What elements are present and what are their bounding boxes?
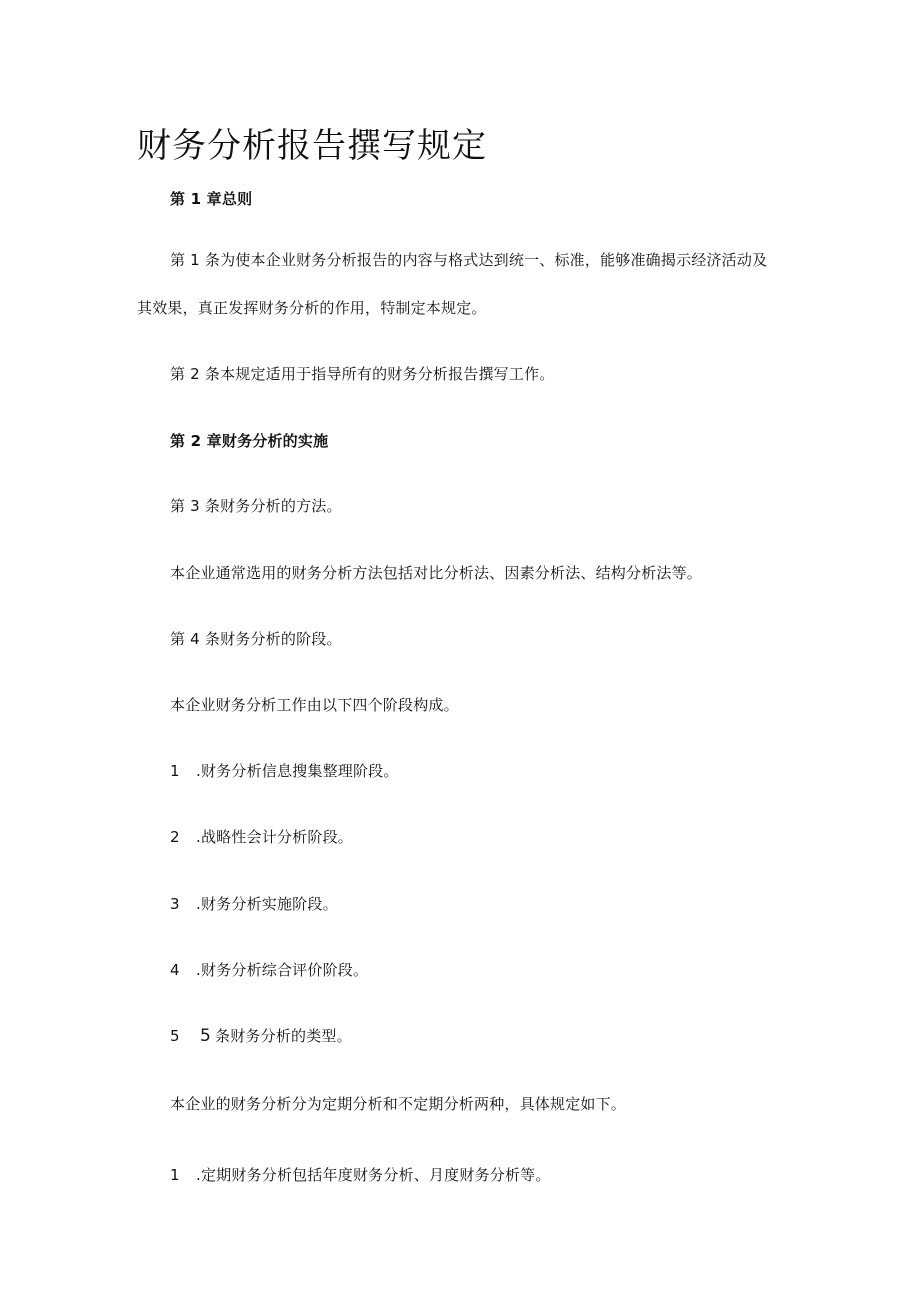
article-5-number: 5	[170, 1027, 180, 1045]
stage-text: .战略性会计分析阶段。	[196, 828, 353, 846]
stage-item-3	[170, 894, 338, 914]
article-3: 第 3 条财务分析的方法。	[170, 497, 342, 515]
article-4: 第 4 条财务分析的阶段。	[170, 630, 342, 648]
stage-text: .财务分析信息搜集整理阶段。	[196, 762, 399, 780]
stage-item-1	[170, 761, 399, 781]
chapter-2-heading: 第 2 章财务分析的实施	[170, 432, 329, 450]
article-5-body: 本企业的财务分析分为定期分析和不定期分析两种，具体规定如下。	[170, 1095, 627, 1113]
article-5-text: 条财务分析的类型。	[215, 1027, 352, 1045]
article-1-line-2: 其效果，真正发挥财务分析的作用，特制定本规定。	[137, 299, 487, 317]
stage-item-2	[170, 827, 353, 847]
stage-number: 3	[170, 895, 180, 913]
stage-text: .财务分析实施阶段。	[196, 895, 338, 913]
article-2: 第 2 条本规定适用于指导所有的财务分析报告撰写工作。	[170, 365, 555, 383]
stage-number: 2	[170, 828, 180, 846]
type-number: 1	[170, 1166, 180, 1184]
article-1-line-1: 第 1 条为使本企业财务分析报告的内容与格式达到统一、标准，能够准确揭示经济活动及	[170, 251, 768, 269]
chapter-1-heading: 第 1 章总则	[170, 190, 253, 208]
stage-number: 1	[170, 762, 180, 780]
stage-number: 4	[170, 961, 180, 979]
stage-item-4	[170, 960, 368, 980]
stage-text: .财务分析综合评价阶段。	[196, 961, 369, 979]
article-3-body: 本企业通常选用的财务分析方法包括对比分析法、因素分析法、结构分析法等。	[170, 564, 703, 582]
article-5-number-large: 5	[200, 1026, 212, 1046]
article-4-body: 本企业财务分析工作由以下四个阶段构成。	[170, 696, 459, 714]
document-title: 财务分析报告撰写规定	[137, 126, 487, 166]
article-5	[170, 1026, 352, 1046]
type-item-1	[170, 1165, 551, 1185]
type-text: .定期财务分析包括年度财务分析、月度财务分析等。	[196, 1166, 551, 1184]
